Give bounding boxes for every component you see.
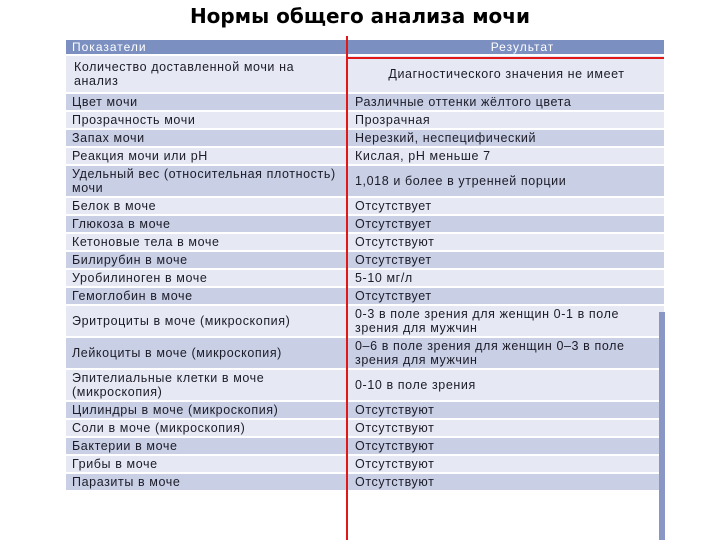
- table-row: [66, 94, 664, 110]
- indicator-cell: Паразиты в моче: [66, 474, 347, 490]
- table-row: [66, 306, 664, 336]
- indicator-cell: Кетоновые тела в моче: [66, 234, 347, 250]
- table-row: [66, 198, 664, 214]
- result-cell: Отсутствуют: [347, 438, 664, 454]
- indicator-cell: Белок в моче: [66, 198, 347, 214]
- indicator-cell: Лейкоциты в моче (микроскопия): [66, 338, 347, 368]
- header-indicators: Показатели: [66, 40, 347, 54]
- result-cell: Отсутствуют: [347, 234, 664, 250]
- table-row: [66, 130, 664, 146]
- result-cell: Отсутствует: [347, 288, 664, 304]
- table-row: [66, 270, 664, 286]
- page-title: Нормы общего анализа мочи: [189, 4, 531, 28]
- urine-norms-table-container: [66, 38, 664, 540]
- table-row: [66, 438, 664, 454]
- indicator-cell: Бактерии в моче: [66, 438, 347, 454]
- header-result: Результат: [347, 40, 664, 54]
- table-row: [66, 252, 664, 268]
- header-underline-red-line: [346, 57, 664, 59]
- indicator-cell: Гемоглобин в моче: [66, 288, 347, 304]
- result-cell: Отсутствуют: [347, 456, 664, 472]
- result-cell: Отсутствуют: [347, 420, 664, 436]
- indicator-cell: Соли в моче (микроскопия): [66, 420, 347, 436]
- table-row: [66, 370, 664, 400]
- result-cell: Отсутствует: [347, 252, 664, 268]
- result-cell: 1,018 и более в утренней порции: [347, 166, 664, 196]
- table-row: [66, 166, 664, 196]
- column-divider-red-line: [346, 36, 348, 540]
- indicator-cell: Глюкоза в моче: [66, 216, 347, 232]
- table-row: [66, 56, 664, 92]
- result-cell: Кислая, pH меньше 7: [347, 148, 664, 164]
- result-cell: Отсутствуют: [347, 474, 664, 490]
- result-cell: Отсутствует: [347, 198, 664, 214]
- indicator-cell: Количество доставленной мочи на анализ: [66, 56, 347, 92]
- result-cell: 0–6 в поле зрения для женщин 0–3 в поле зрения для мужчин: [347, 338, 664, 368]
- result-cell: Отсутствует: [347, 216, 664, 232]
- indicator-cell: Грибы в моче: [66, 456, 347, 472]
- table-right-edge: [659, 312, 665, 540]
- result-cell: Отсутствуют: [347, 402, 664, 418]
- table-row: [66, 420, 664, 436]
- indicator-cell: Реакция мочи или pH: [66, 148, 347, 164]
- result-cell: Нерезкий, неспецифический: [347, 130, 664, 146]
- indicator-cell: Цилиндры в моче (микроскопия): [66, 402, 347, 418]
- urine-norms-table: [66, 38, 664, 492]
- table-row: [66, 474, 664, 490]
- indicator-cell: Цвет мочи: [66, 94, 347, 110]
- table-row: [66, 402, 664, 418]
- indicator-cell: Прозрачность мочи: [66, 112, 347, 128]
- table-row: [66, 234, 664, 250]
- result-cell: 5-10 мг/л: [347, 270, 664, 286]
- indicator-cell: Уробилиноген в моче: [66, 270, 347, 286]
- table-row: [66, 288, 664, 304]
- table-row: [66, 338, 664, 368]
- result-cell: 0-10 в поле зрения: [347, 370, 664, 400]
- table-row: [66, 148, 664, 164]
- indicator-cell: Билирубин в моче: [66, 252, 347, 268]
- indicator-cell: Запах мочи: [66, 130, 347, 146]
- table-row: [66, 112, 664, 128]
- indicator-cell: Удельный вес (относительная плотность) мочи: [66, 166, 347, 196]
- result-cell: Прозрачная: [347, 112, 664, 128]
- result-cell: Различные оттенки жёлтого цвета: [347, 94, 664, 110]
- table-row: [66, 216, 664, 232]
- table-row: [66, 456, 664, 472]
- result-cell: Диагностического значения не имеет: [347, 56, 664, 92]
- table-header-row: [66, 40, 664, 54]
- result-cell: 0-3 в поле зрения для женщин 0-1 в поле зрения для мужчин: [347, 306, 664, 336]
- indicator-cell: Эритроциты в моче (микроскопия): [66, 306, 347, 336]
- indicator-cell: Эпителиальные клетки в моче (микроскопия): [66, 370, 347, 400]
